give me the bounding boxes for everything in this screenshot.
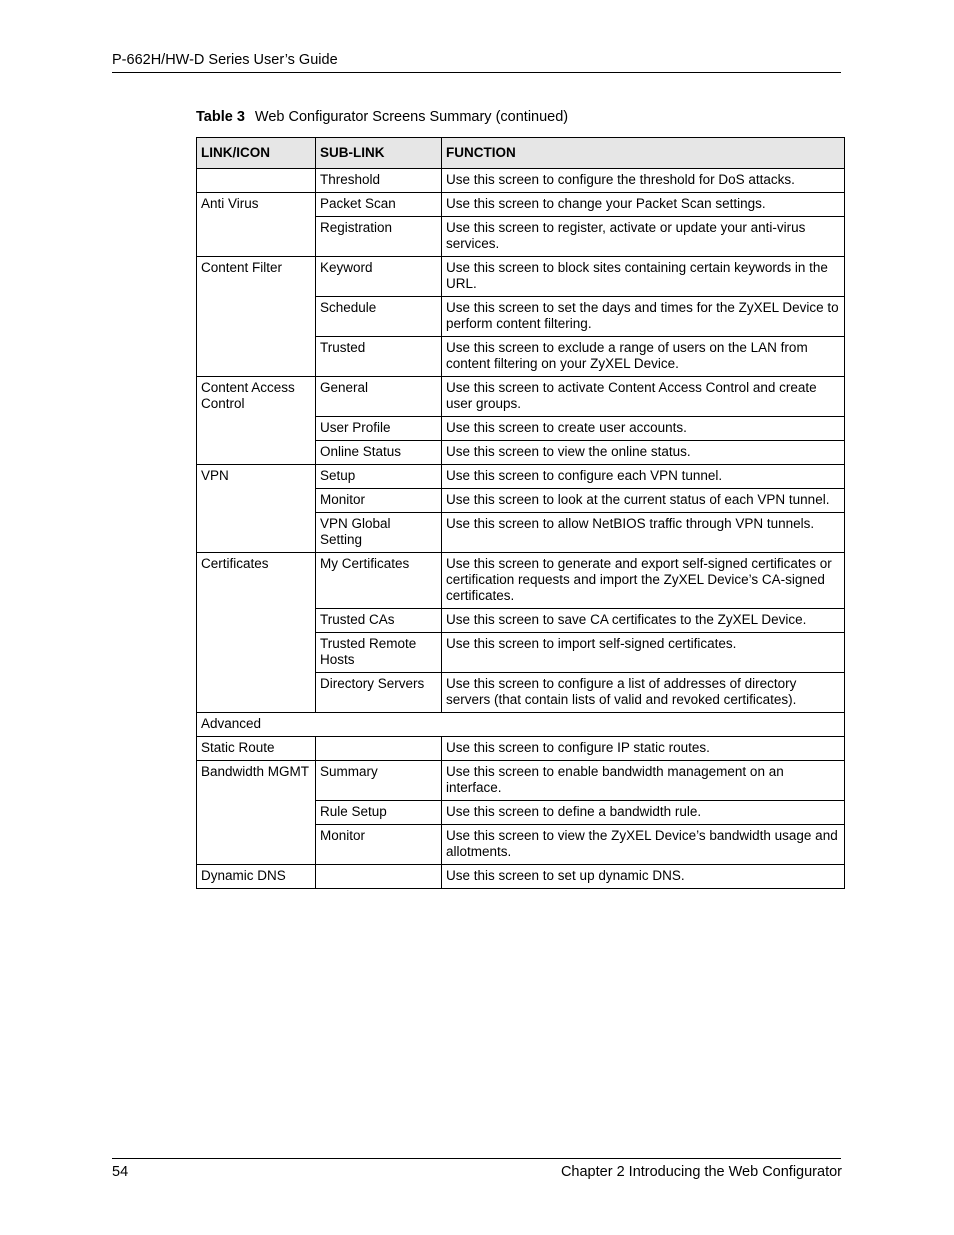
function-cell: Use this screen to register, activate or update your anti-virus services.: [442, 217, 845, 257]
table-section-row: [197, 713, 845, 737]
function-cell: Use this screen to enable bandwidth management on an interface.: [442, 761, 845, 801]
function-cell: Use this screen to allow NetBIOS traffic through VPN tunnels.: [442, 513, 845, 553]
sub-link-cell: Monitor: [316, 489, 442, 513]
function-cell: Use this screen to save CA certificates to the ZyXEL Device.: [442, 609, 845, 633]
link-cell: Static Route: [197, 737, 316, 761]
function-cell: Use this screen to define a bandwidth rule.: [442, 801, 845, 825]
table-row: [197, 553, 845, 609]
link-cell: Dynamic DNS: [197, 865, 316, 889]
sub-link-cell: Trusted: [316, 337, 442, 377]
link-cell: Certificates: [197, 553, 316, 713]
section-label-advanced: Advanced: [197, 713, 845, 737]
sub-link-cell: Monitor: [316, 825, 442, 865]
page-footer: [112, 1158, 842, 1180]
function-cell: Use this screen to view the ZyXEL Device’s bandwidth usage and allotments.: [442, 825, 845, 865]
table-row: [197, 193, 845, 217]
sub-link-cell: Trusted CAs: [316, 609, 442, 633]
sub-link-cell: [316, 737, 442, 761]
link-cell: [197, 169, 316, 193]
sub-link-cell: Setup: [316, 465, 442, 489]
link-cell: Bandwidth MGMT: [197, 761, 316, 865]
function-cell: Use this screen to change your Packet Scan settings.: [442, 193, 845, 217]
page-number: 54: [112, 1164, 129, 1180]
table-row: [197, 169, 845, 193]
link-cell: VPN: [197, 465, 316, 553]
table-caption-text: Web Configurator Screens Summary (continued): [254, 109, 569, 125]
function-cell: Use this screen to configure a list of addresses of directory servers (that contain lists of valid and revoked certificates).: [442, 673, 845, 713]
function-cell: Use this screen to set the days and times for the ZyXEL Device to perform content filtering.: [442, 297, 845, 337]
sub-link-cell: Trusted Remote Hosts: [316, 633, 442, 673]
function-cell: Use this screen to create user accounts.: [442, 417, 845, 441]
table-row: [197, 737, 845, 761]
table-row: [197, 377, 845, 417]
sub-link-cell: User Profile: [316, 417, 442, 441]
sub-link-cell: VPN Global Setting: [316, 513, 442, 553]
function-cell: Use this screen to configure each VPN tunnel.: [442, 465, 845, 489]
page-header: [112, 51, 841, 73]
sub-link-cell: Schedule: [316, 297, 442, 337]
column-header-link-icon: LINK/ICON: [197, 138, 316, 169]
sub-link-cell: Registration: [316, 217, 442, 257]
column-header-function: FUNCTION: [442, 138, 845, 169]
table-row: [197, 257, 845, 297]
sub-link-cell: Online Status: [316, 441, 442, 465]
function-cell: Use this screen to block sites containing certain keywords in the URL.: [442, 257, 845, 297]
sub-link-cell: Rule Setup: [316, 801, 442, 825]
function-cell: Use this screen to activate Content Access Control and create user groups.: [442, 377, 845, 417]
link-cell: Content Access Control: [197, 377, 316, 465]
chapter-title: Chapter 2 Introducing the Web Configurator: [560, 1164, 842, 1180]
link-cell: Content Filter: [197, 257, 316, 377]
sub-link-cell: Summary: [316, 761, 442, 801]
table-caption: [196, 108, 568, 126]
function-cell: Use this screen to import self-signed certificates.: [442, 633, 845, 673]
table-header-row: [197, 138, 845, 169]
function-cell: Use this screen to view the online status.: [442, 441, 845, 465]
sub-link-cell: General: [316, 377, 442, 417]
sub-link-cell: Keyword: [316, 257, 442, 297]
web-configurator-summary-table: [196, 137, 845, 889]
table-caption-label: Table 3: [196, 109, 245, 125]
document-title: P-662H/HW-D Series User’s Guide: [112, 52, 338, 68]
function-cell: Use this screen to configure the threshold for DoS attacks.: [442, 169, 845, 193]
column-header-sub-link: SUB-LINK: [316, 138, 442, 169]
table-row: [197, 865, 845, 889]
sub-link-cell: Threshold: [316, 169, 442, 193]
function-cell: Use this screen to exclude a range of users on the LAN from content filtering on your ZyXEL Device.: [442, 337, 845, 377]
function-cell: Use this screen to set up dynamic DNS.: [442, 865, 845, 889]
sub-link-cell: Directory Servers: [316, 673, 442, 713]
table-row: [197, 465, 845, 489]
sub-link-cell: Packet Scan: [316, 193, 442, 217]
link-cell: Anti Virus: [197, 193, 316, 257]
function-cell: Use this screen to look at the current status of each VPN tunnel.: [442, 489, 845, 513]
function-cell: Use this screen to generate and export self-signed certificates or certification requests and import the ZyXEL Device’s CA-signed certificates.: [442, 553, 845, 609]
sub-link-cell: [316, 865, 442, 889]
sub-link-cell: My Certificates: [316, 553, 442, 609]
function-cell: Use this screen to configure IP static routes.: [442, 737, 845, 761]
table-row: [197, 761, 845, 801]
